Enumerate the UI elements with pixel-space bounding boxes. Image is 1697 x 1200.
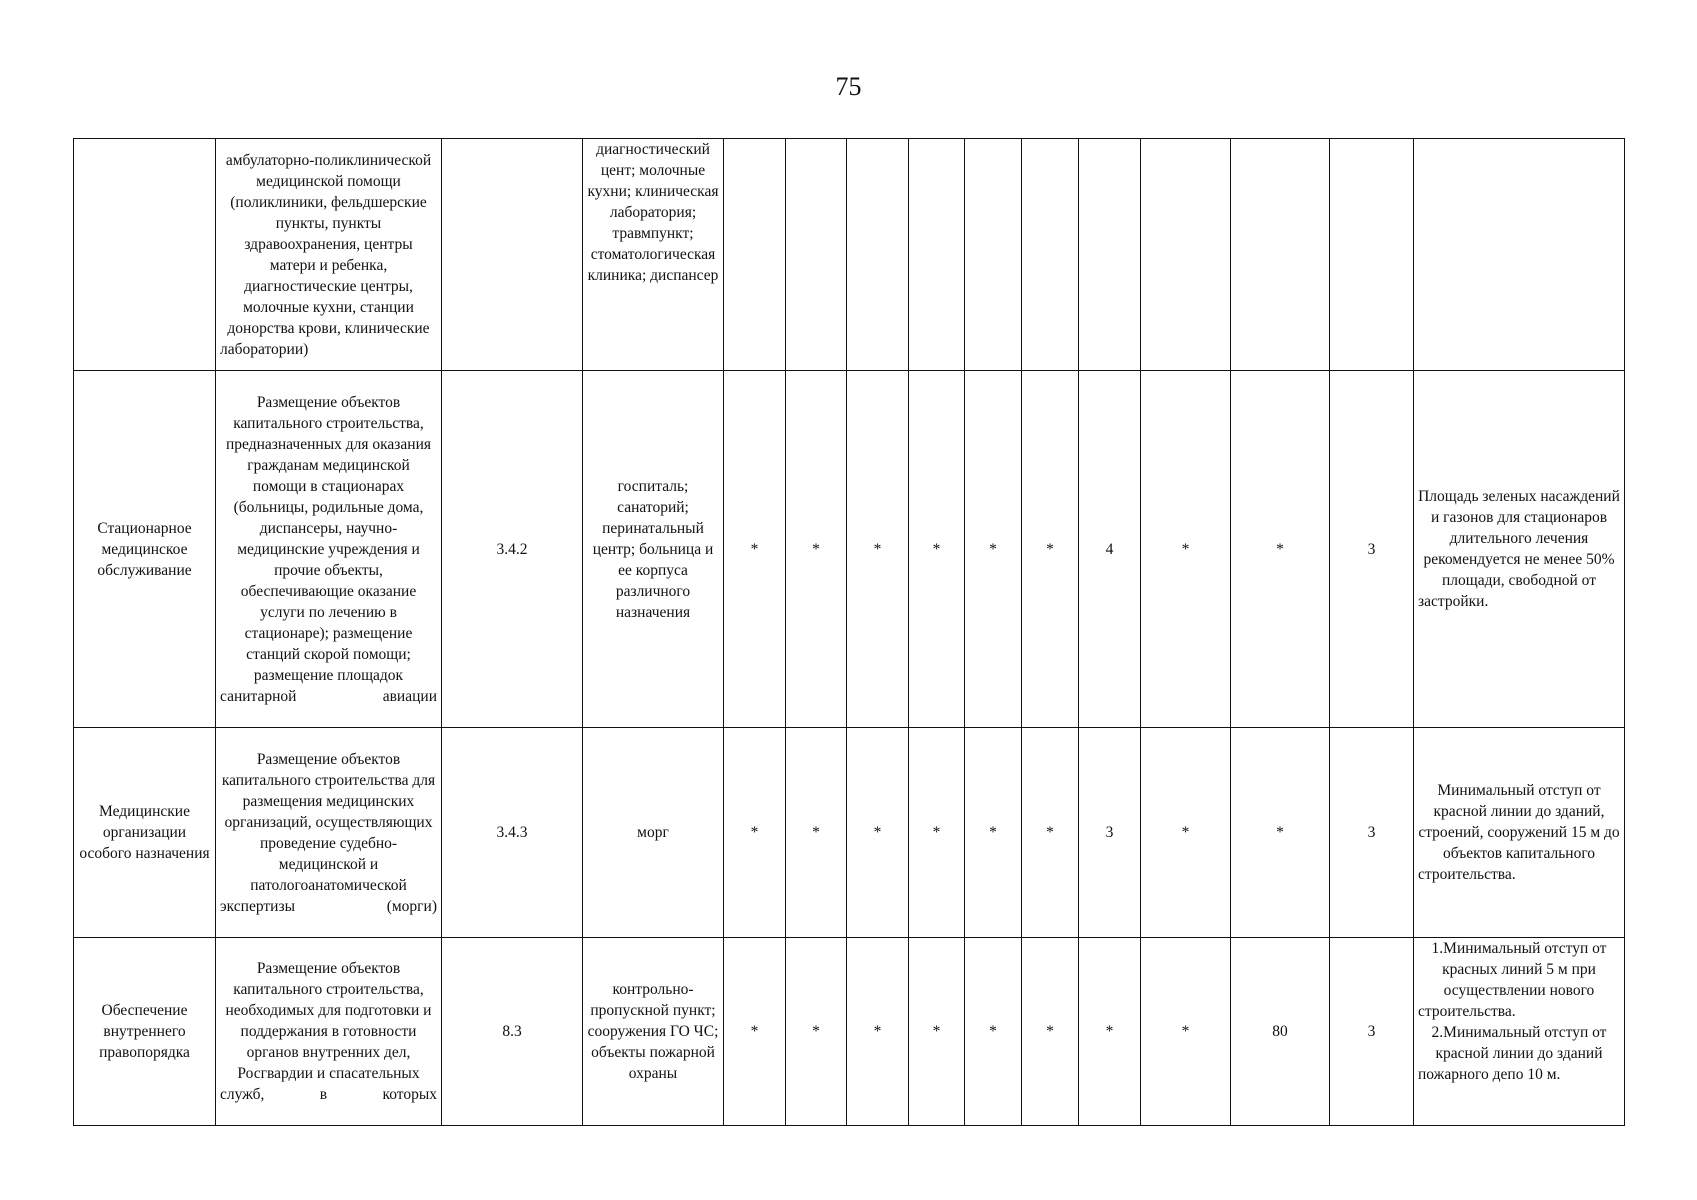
note-line: 1.Минимальный отступ от красных линий 5 м при осуществлении нового строительства. (1418, 940, 1607, 1020)
use-type-description: Размещение объектов капитального строительства для размещения медицинских организаций, осуществляющих проведение судебно-медицинской и патологоанатомической экспертизы (морги) (216, 728, 442, 938)
parameter-cell: * (847, 371, 909, 728)
use-type-name: Обеспечение внутреннего правопорядка (74, 938, 216, 1126)
parameter-cell: * (965, 371, 1022, 728)
parameter-cell (1079, 139, 1141, 371)
parameter-cell: * (1079, 938, 1141, 1126)
use-type-name (74, 139, 216, 371)
parameter-cell: * (1141, 371, 1231, 728)
table-row (74, 371, 1625, 728)
use-type-description: Размещение объектов капитального строительства, необходимых для подготовки и поддержания в готовности органов внутренних дел, Росгвардии и спасательных служб, в которых (216, 938, 442, 1126)
object-examples: диагностический цент; молочные кухни; клиническая лаборатория; травмпункт; стоматологическая клиника; диспансер (583, 139, 724, 371)
parameter-cell: * (786, 728, 847, 938)
parameter-cell: * (1141, 938, 1231, 1126)
classifier-code: 8.3 (442, 938, 583, 1126)
object-examples: госпиталь; санаторий; перинатальный центр; больница и ее корпуса различного назначения (583, 371, 724, 728)
parameter-cell: * (786, 371, 847, 728)
note-cell: Площадь зеленых насаждений и газонов для стационаров длительного лечения рекомендуется не менее 50% площади, свободной от застройки. (1414, 371, 1625, 728)
parameter-cell (847, 139, 909, 371)
parameter-cell (1141, 139, 1231, 371)
note-line: 2.Минимальный отступ от красной линии до зданий пожарного депо 10 м. (1418, 1024, 1607, 1083)
parameter-cell (786, 139, 847, 371)
parameter-cell: * (1022, 728, 1079, 938)
parameter-cell: 3 (1330, 728, 1414, 938)
parameter-cell: * (965, 728, 1022, 938)
parameter-cell: 3 (1330, 938, 1414, 1126)
parameter-cell: * (909, 371, 965, 728)
classifier-code: 3.4.3 (442, 728, 583, 938)
parameter-cell (909, 139, 965, 371)
parameter-cell: 80 (1231, 938, 1330, 1126)
parameter-cell (965, 139, 1022, 371)
table-row (74, 728, 1625, 938)
parameter-cell: * (1022, 938, 1079, 1126)
parameter-cell: * (724, 728, 786, 938)
parameter-cell: 4 (1079, 371, 1141, 728)
use-type-name: Медицинские организации особого назначения (74, 728, 216, 938)
parameter-cell (1022, 139, 1079, 371)
parameter-cell: * (909, 938, 965, 1126)
parameter-cell (1231, 139, 1330, 371)
parameter-cell: * (786, 938, 847, 1126)
parameter-cell: * (724, 938, 786, 1126)
parameter-cell: * (965, 938, 1022, 1126)
land-use-table (73, 138, 1625, 1126)
classifier-code (442, 139, 583, 371)
parameter-cell: * (1022, 371, 1079, 728)
table-row (74, 938, 1625, 1126)
parameter-cell: * (1231, 371, 1330, 728)
note-cell: Минимальный отступ от красной линии до зданий, строений, сооружений 15 м до объектов капитального строительства. (1414, 728, 1625, 938)
parameter-cell: * (847, 728, 909, 938)
parameter-cell (1330, 139, 1414, 371)
parameter-cell: * (1231, 728, 1330, 938)
parameter-cell: * (1141, 728, 1231, 938)
parameter-cell: * (724, 371, 786, 728)
use-type-name: Стационарное медицинское обслуживание (74, 371, 216, 728)
object-examples: морг (583, 728, 724, 938)
parameter-cell: 3 (1079, 728, 1141, 938)
classifier-code: 3.4.2 (442, 371, 583, 728)
parameter-cell: * (847, 938, 909, 1126)
object-examples: контрольно-пропускной пункт; сооружения ГО ЧС; объекты пожарной охраны (583, 938, 724, 1126)
note-cell (1414, 938, 1625, 1126)
parameter-cell: 3 (1330, 371, 1414, 728)
page-number: 75 (835, 72, 862, 101)
table-row (74, 139, 1625, 371)
use-type-description: Размещение объектов капитального строительства, предназначенных для оказания гражданам медицинской помощи в стационарах (больницы, родильные дома, диспансеры, научно-медицинские учреждения и прочие объекты, обеспечивающие оказание услуги по лечению в стационаре); размещение станций скорой помощи; размещение площадок санитарной авиации (216, 371, 442, 728)
use-type-description: амбулаторно-поликлинической медицинской помощи (поликлиники, фельдшерские пункты, пункты здравоохранения, центры матери и ребенка, диагностические центры, молочные кухни, станции донорства крови, клинические лаборатории) (216, 139, 442, 371)
parameter-cell (724, 139, 786, 371)
parameter-cell: * (909, 728, 965, 938)
note-cell (1414, 139, 1625, 371)
